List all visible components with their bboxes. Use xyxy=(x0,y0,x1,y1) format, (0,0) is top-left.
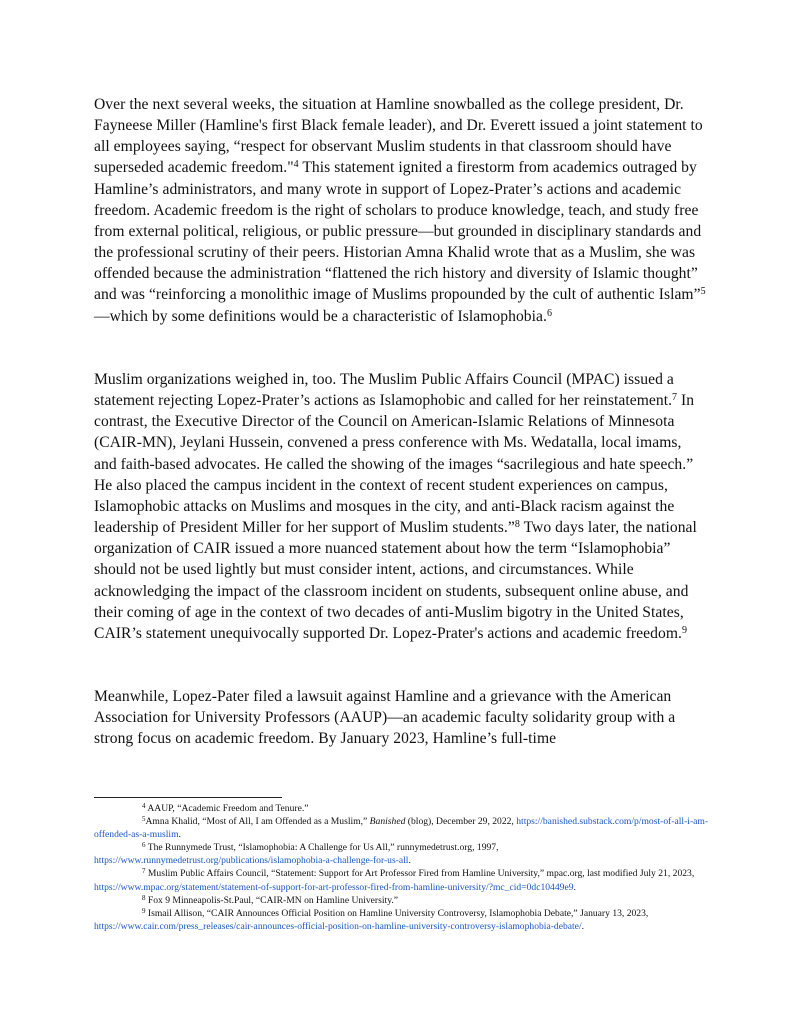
paragraph-1 xyxy=(94,94,706,327)
footnote-end: . xyxy=(408,855,411,867)
footnote-ref[interactable]: 7 xyxy=(672,392,678,404)
footnote-ref[interactable]: 9 xyxy=(681,624,688,636)
footnote-4 xyxy=(94,802,710,815)
paragraph-2 xyxy=(94,369,706,644)
footnote-text: AAUP, “Academic Freedom and Tenure.” xyxy=(145,803,309,814)
footnote-end: . xyxy=(178,829,181,841)
footnote-9 xyxy=(94,907,710,933)
footnote-number: 9 xyxy=(142,906,146,915)
footnote-text: Ismail Allison, “CAIR Announces Official Position on Hamline University Controversy, Islamophobia Debate,” January 13, 2023, xyxy=(145,907,649,919)
paragraph-text: In contrast, the Executive Director of the Council on American-Islamic Relations of Minnesota (CAIR-MN), Jeylani Hussein, convened a press conference with Ms. Wedatalla, local imams, and faith-based advocates. He called the showing of the images “sacrilegious and hate speech.” He also placed the campus incident in the context of recent student experiences on campus, Islamophobic attacks on Muslims and mosques in the city, and anti-Black racism against the leadership of President Miller for her support of Muslim students.” xyxy=(94,392,695,537)
paragraph-text: This statement ignited a firestorm from academics outraged by Hamline’s administrators, and many wrote in support of Lopez-Prater’s actions and academic freedom. Academic freedom is the right of scholars to produce knowledge, teach, and study free from external political, religious, or public pressure—but grounded in disciplinary standards and the professional scrutiny of their peers. Historian Amna Khalid wrote that as a Muslim, she was offended because the administration “flattened the rich history and diversity of Islamic thought” and was “reinforcing a monolithic image of Muslims propounded by the cult of authentic Islam” xyxy=(94,159,702,304)
footnote-number: 5 xyxy=(142,815,146,824)
footnote-ref[interactable]: 5 xyxy=(700,286,706,298)
footnote-link[interactable]: https://banished.substack.com/p/most-of-all-i-am-offended-as-a-muslim xyxy=(94,816,709,841)
footnote-italic: Banished xyxy=(369,816,406,828)
footnotes xyxy=(94,802,710,933)
footnote-divider xyxy=(94,797,282,798)
footnote-text: Muslim Public Affairs Council, “Statement: Support for Art Professor Fired from Hamline University,” mpac.org, last modified July 21, 2023, xyxy=(145,868,695,880)
footnote-link[interactable]: https://www.runnymedetrust.org/publications/islamophobia-a-challenge-for-us-all xyxy=(94,855,409,867)
footnote-text: Fox 9 Minneapolis-St.Paul, “CAIR-MN on Hamline University.” xyxy=(145,894,399,906)
paragraph-text: Muslim organizations weighed in, too. The Muslim Public Affairs Council (MPAC) issued a statement rejecting Lopez-Prater’s actions as Islamophobic and called for her reinstatement. xyxy=(94,371,674,410)
footnote-text: (blog), December 29, 2022, xyxy=(405,816,517,828)
footnote-8 xyxy=(94,894,710,907)
paragraph-text: Two days later, the national organization of CAIR issued a more nuanced statement about how the term “Islamophobia” should not be used lightly but must consider intent, actions, and circumstances. While acknowledging the impact of the classroom incident on students, subsequent online abuse, and their coming of age in the context of two decades of anti-Muslim bigotry in the United States, CAIR’s statement unequivocally supported Dr. Lopez-Prater's actions and academic freedom. xyxy=(94,519,697,642)
footnote-link[interactable]: https://www.cair.com/press_releases/cair-announces-official-position-on-hamline-university-controversy-islamophobia-debate/ xyxy=(94,920,582,932)
footnote-text: Amna Khalid, “Most of All, I am Offended as a Muslim,” xyxy=(145,816,370,828)
footnote-end: . xyxy=(573,881,576,893)
paragraph-text: —which by some definitions would be a characteristic of Islamophobia. xyxy=(94,307,547,325)
footnote-7 xyxy=(94,867,710,893)
footnote-number: 6 xyxy=(142,841,146,850)
footnote-number: 7 xyxy=(142,867,146,876)
footnote-5 xyxy=(94,815,710,841)
footnote-6 xyxy=(94,841,710,867)
paragraph-text: Over the next several weeks, the situation at Hamline snowballed as the college president, Dr. Fayneese Miller (Hamline's first Black female leader), and Dr. Everett issued a joint statement to all employees saying, “respect for observant Muslim students in that classroom should have superseded academic freedom." xyxy=(94,96,703,177)
paragraph-text: Meanwhile, Lopez-Pater filed a lawsuit against Hamline and a grievance with the American Association for University Professors (AAUP)—an academic faculty solidarity group with a strong focus on academic freedom. By January 2023, Hamline’s full-time xyxy=(94,688,676,748)
footnote-ref[interactable]: 4 xyxy=(293,159,299,171)
footnote-link[interactable]: https://www.mpac.org/statement/statement-of-support-for-art-professor-fired-from-hamline-university/?mc_cid=0dc10449e9 xyxy=(94,881,574,893)
footnote-text: The Runnymede Trust, “Islamophobia: A Challenge for Us All,” runnymedetrust.org, 1997, xyxy=(145,842,499,854)
footnote-number: 4 xyxy=(142,802,146,810)
paragraph-3 xyxy=(94,686,706,749)
footnote-end: . xyxy=(581,920,585,932)
footnote-ref[interactable]: 8 xyxy=(514,519,520,531)
footnote-ref[interactable]: 6 xyxy=(546,307,553,319)
footnote-number: 8 xyxy=(142,893,146,902)
